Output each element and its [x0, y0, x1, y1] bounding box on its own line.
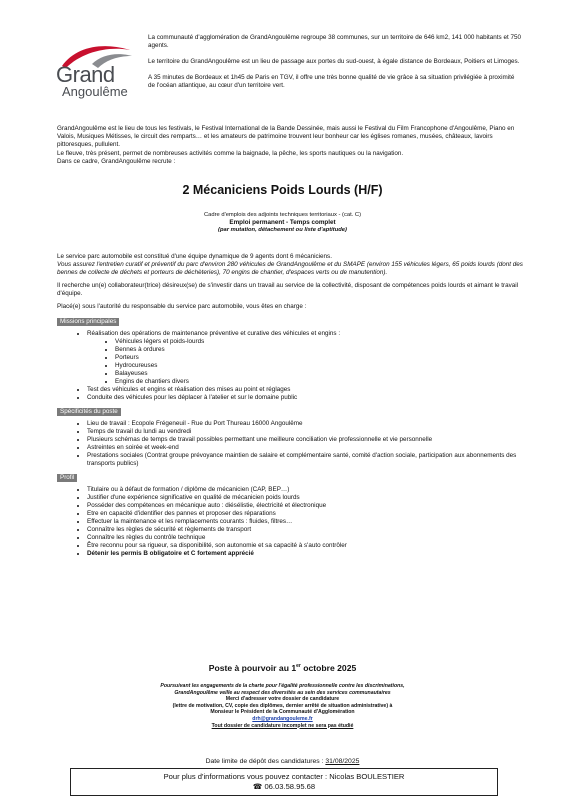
intro-paragraph: Le territoire du GrandAngoulême est un lieu de passage aux portes du sud-ouest, à égale distance de Bordeaux, Poitiers et Limoges. — [148, 58, 520, 65]
note-line: Tout dossier de candidature incomplet ne sera pas étudié — [211, 722, 354, 729]
body-p2-text: Vous assurez l'entretien curatif et préventif du parc d'environ 280 véhicules de GrandAngoulême et du SMAPE (environ 155 véhicules légers, 65 poids lourds (dont des bennes de collecte de déchets et porteurs de déchèteries), 70 engins de chantier, d'espaces verts ou de manutention). — [57, 261, 523, 276]
poste-sup: er — [296, 663, 301, 670]
list-item: • Être reconnu pour sa rigueur, sa disponibilité, son autonomie et sa capacité à s'auto contrôler — [87, 542, 527, 550]
note-line: Merci d'adresser votre dossier de candidature — [225, 696, 340, 703]
note-line: GrandAngoulême veille au respect des diversités au sein des services communautaires — [174, 689, 391, 696]
list-item — [87, 330, 527, 386]
specificites-list — [57, 420, 527, 468]
subtitle-mode: (par mutation, détachement ou liste d'aptitude) — [218, 226, 347, 233]
note-line: Monsieur le Président de la Communauté d'Agglomération — [210, 709, 355, 716]
lead-paragraph: GrandAngoulême est le lieu de tous les festivals, le Festival International de la Bande Dessinée, mais aussi le Festival du Film Francophone d'Angoulême, Piano en Valois, Musiques Métisses, le circuit des remparts… et les amateurs de patrimoine trouvent leur bonheur car les églises romanes, musées, châteaux, lavoirs pittoresques, pullulent. — [57, 125, 515, 149]
lead-block — [57, 125, 527, 166]
subtitle-cadre: Cadre d'emplois des adjoints techniques territoriaux - (cat. C) — [203, 212, 362, 218]
missions-list — [57, 330, 527, 402]
list-item: • Détenir les permis B obligatoire et C fortement apprécié — [87, 550, 527, 558]
list-item: • Conduite des véhicules pour les déplacer à l'atelier et sur le domaine public — [87, 394, 527, 402]
poste-date — [0, 663, 565, 673]
deadline-label: Date limite de dépôt des candidatures : — [205, 758, 326, 765]
contact-line: Pour plus d'informations vous pouvez contacter : Nicolas BOULESTIER — [163, 772, 405, 781]
mission-item-text: Réalisation des opérations de maintenance préventive et curative des véhicules et engins : — [87, 330, 341, 337]
intro-paragraph: A 35 minutes de Bordeaux et 1h45 de Paris en TGV, il offre une très bonne qualité de vie grâce à sa situation privilégiée à proximité de l'océan atlantique, au cœur d'un territoire vert. — [148, 74, 515, 89]
logo-word-grand: Grand — [56, 62, 115, 87]
profil-list — [57, 486, 527, 558]
contact-box — [70, 768, 498, 796]
list-item: • Astreintes en soirée et week-end — [87, 444, 527, 452]
deadline-date: 31/08/2025 — [325, 758, 360, 765]
list-item: • Connaître les règles du contrôle technique — [87, 534, 527, 542]
section-profil-heading: Profil — [57, 474, 77, 482]
section-missions-heading: Missions principales — [57, 318, 119, 326]
list-item: • Plusieurs schémas de temps de travail possibles permettant une meilleure conciliation vie professionnelle et vie personnelle — [87, 436, 527, 444]
list-item: • Posséder des compétences en mécanique auto : diésélistie, électricité et électronique — [87, 502, 527, 510]
list-item: • Titulaire ou à défaut de formation / diplôme de mécanicien (CAP, BEP…) — [87, 486, 527, 494]
job-subtitle — [0, 212, 565, 234]
deadline — [0, 758, 565, 765]
list-item: • Connaître les règles de sécurité et règlements de transport — [87, 526, 527, 534]
list-item: • Véhicules légers et poids-lourds — [115, 338, 527, 346]
job-title: 2 Mécaniciens Poids Lourds (H/F) — [182, 183, 383, 197]
poste-text2: octobre 2025 — [300, 663, 357, 673]
lead-paragraph: Le fleuve, très présent, permet de nombreuses activités comme la baignade, la pêche, les sports nautiques ou la navigation. — [57, 149, 404, 157]
list-item: • Engins de chantiers divers — [115, 378, 527, 386]
list-item: • Effectuer la maintenance et les remplacements courants : fluides, filtres… — [87, 518, 527, 526]
job-body — [57, 253, 527, 562]
list-item: • Bennes à ordures — [115, 346, 527, 354]
body-p3: Il recherche un(e) collaborateur(trice) désireux(se) de s'investir dans un travail au service de la collectivité, disposant de compétences poids lourds et aimant le travail d'équipe. — [57, 282, 519, 297]
poste-text: Poste à pourvoir au 1 — [208, 663, 297, 673]
application-notes — [0, 683, 565, 729]
contact-phone: 06.03.58.95.68 — [264, 782, 316, 791]
list-item: • Prestations sociales (Contrat groupe prévoyance maintien de salaire et complémentaire santé, comité d'action sociale, participation aux abonnements des transports publics) — [87, 452, 527, 468]
list-item: • Etre en capacité d'identifier des pannes et proposer des réparations — [87, 510, 527, 518]
vehicle-sublist — [87, 338, 527, 386]
subtitle-emploi: Emploi permanent - Temps complet — [229, 219, 336, 227]
email-link[interactable]: drh@grandangouleme.fr — [252, 715, 313, 722]
section-specificites-heading: Spécificités du poste — [57, 408, 121, 416]
contact-phone-line — [71, 782, 497, 792]
intro-block — [148, 34, 523, 98]
phone-icon: ☎ — [252, 782, 263, 791]
list-item: • Balayeuses — [115, 370, 527, 378]
body-p1-text: Le service parc automobile est constitué d'une équipe dynamique de 9 agents dont 6 mécaniciens. — [57, 253, 332, 260]
list-item: • Porteurs — [115, 354, 527, 362]
note-line: Poursuivant les engagements de la charte pour l'égalité professionnelle contre les discriminations, — [160, 683, 405, 689]
list-item: • Test des véhicules et engins et réalisation des mises au point et réglages — [87, 386, 527, 394]
grandangouleme-logo — [56, 40, 136, 102]
list-item: • Justifier d'une expérience significative en qualité de mécanicien poids lourds — [87, 494, 527, 502]
logo-word-angouleme: Angoulême — [62, 84, 128, 99]
list-item: • Hydrocureuses — [115, 362, 527, 370]
body-p1 — [57, 253, 527, 277]
note-line: (lettre de motivation, CV, copie des diplômes, dernier arrêté de situation administrative) à — [172, 702, 393, 709]
list-item: • Temps de travail du lundi au vendredi — [87, 428, 527, 436]
list-item: • Lieu de travail : Ecopole Frégeneuil - Rue du Port Thureau 16000 Angoulême — [87, 420, 527, 428]
intro-paragraph: La communauté d'agglomération de GrandAngoulême regroupe 38 communes, sur un territoire de 646 km2, 141 000 habitants et 750 agents. — [148, 34, 521, 49]
lead-paragraph: Dans ce cadre, GrandAngoulême recrute : — [57, 157, 176, 165]
body-p4: Placé(e) sous l'autorité du responsable du service parc automobile, vous êtes en charge : — [57, 303, 307, 310]
